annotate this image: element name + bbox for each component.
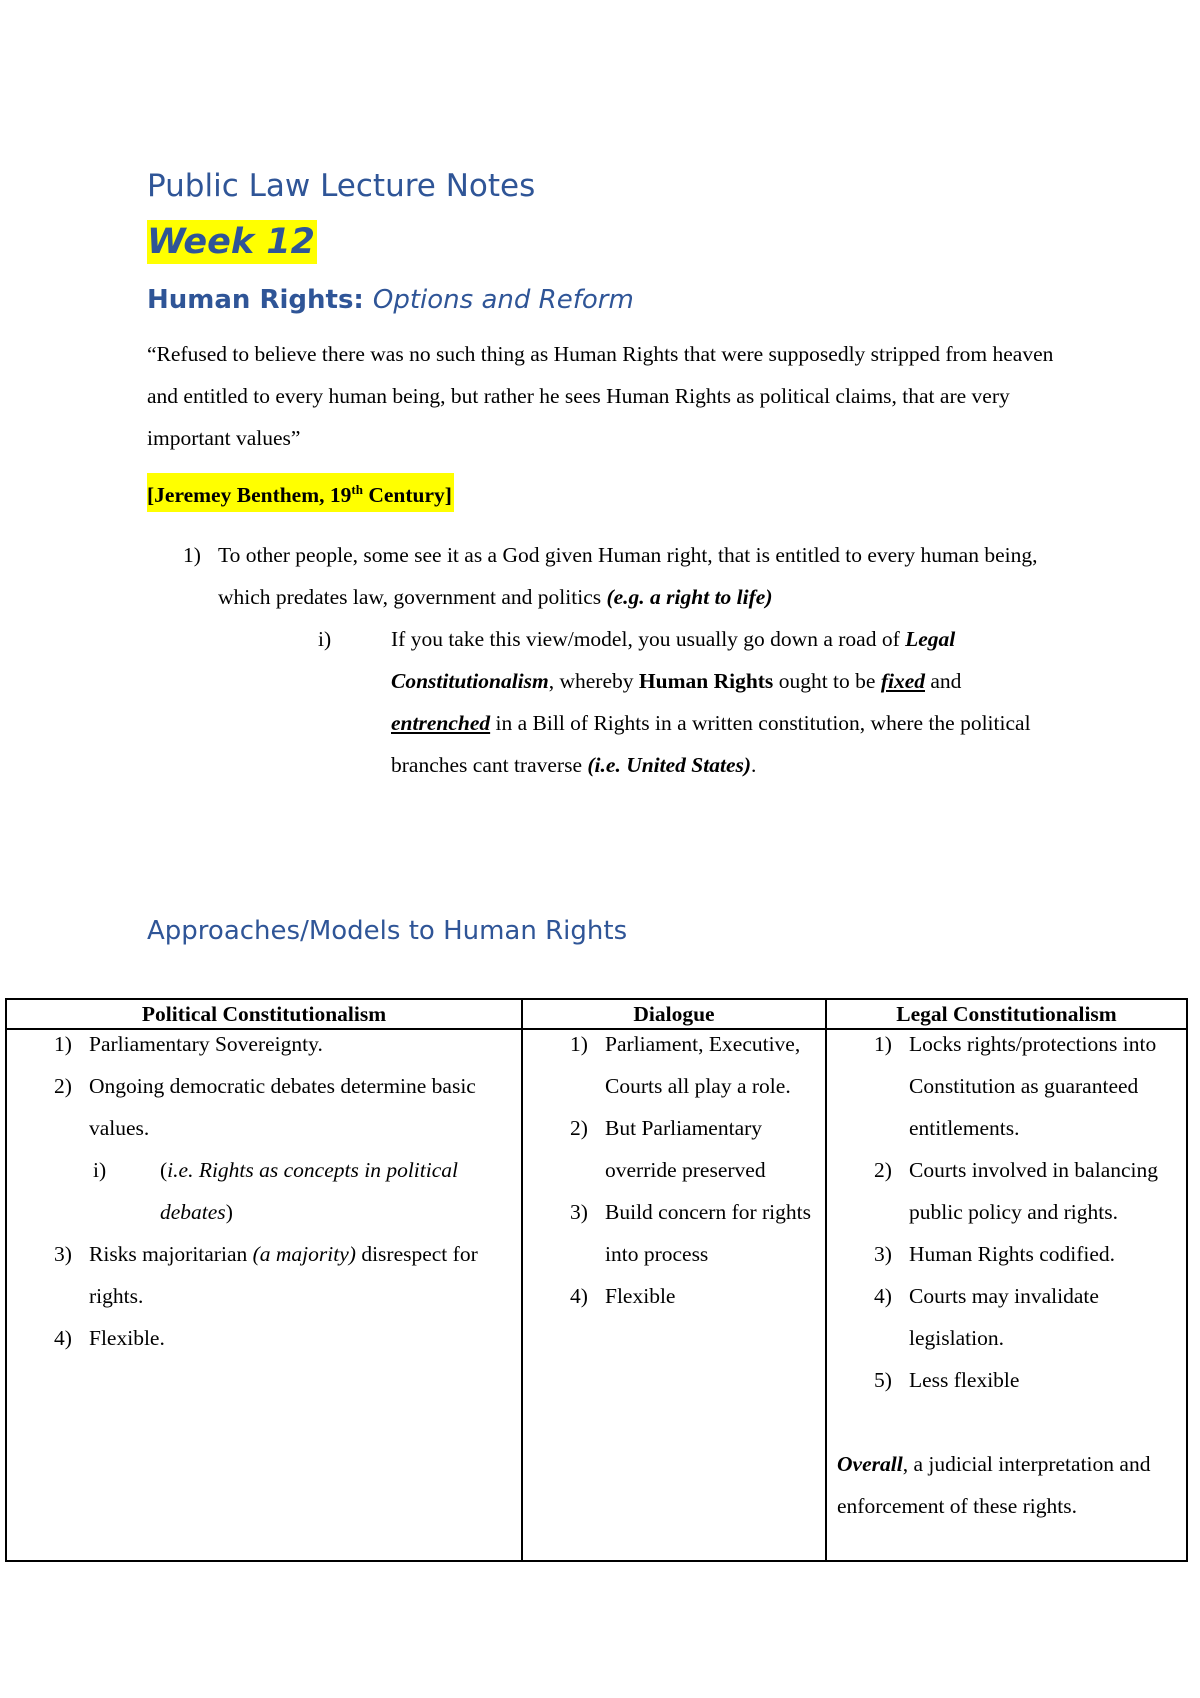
list-item: 1) Parliament, Executive, Courts all play a role.: [570, 1032, 801, 1098]
table-row: [6, 1029, 1187, 1561]
section-heading-human-rights: [147, 285, 634, 315]
example-text: (e.g. a right to life): [606, 585, 773, 609]
list-item-god-given-right: To other people, some see it as a God given Human right, that is entitled to every human being, which predates law, government and politics (e.g. a right to life): [218, 543, 1038, 609]
list-number: 1): [183, 543, 201, 567]
approaches-table: [5, 998, 1188, 1562]
list-item: 5) Less flexible: [874, 1368, 1020, 1392]
list-item: 2) But Parliamentary override preserved: [570, 1116, 766, 1182]
cell-political-constitutionalism: [6, 1029, 522, 1561]
list-item: 1) Locks rights/protections into Constitution as guaranteed entitlements.: [874, 1032, 1157, 1140]
list-item: 2) Ongoing democratic debates determine basic values.: [54, 1074, 476, 1140]
list-item: 4) Flexible: [570, 1284, 676, 1308]
list-item: 3) Risks majoritarian (a majority) disrespect for rights.: [54, 1242, 478, 1308]
sub-list-number: i): [318, 627, 332, 651]
section-heading-approaches: Approaches/Models to Human Rights: [147, 916, 628, 946]
overall-summary: Overall, a judicial interpretation and enforcement of these rights.: [837, 1452, 1151, 1518]
cell-legal-constitutionalism: [826, 1029, 1187, 1561]
list-item: 1) Parliamentary Sovereignty.: [54, 1032, 323, 1056]
header-legal-constitutionalism: Legal Constitutionalism: [826, 999, 1187, 1029]
sub-list-item-legal-constitutionalism: If you take this view/model, you usually go down a road of Legal Constitutionalism, whereby Human Rights ought to be fixed and entrenched in a Bill of Rights in a written constitution, where the political branches cant traverse (i.e. United States).: [391, 627, 1031, 777]
week-heading: Week 12: [147, 222, 316, 262]
header-political-constitutionalism: Political Constitutionalism: [6, 999, 522, 1029]
section-heading-italic: Options and Reform: [372, 285, 634, 315]
document-title: Public Law Lecture Notes: [147, 168, 536, 204]
list-item: 4) Courts may invalidate legislation.: [874, 1284, 1099, 1350]
list-item: i) (i.e. Rights as concepts in political debates): [93, 1158, 458, 1224]
list-item: 3) Build concern for rights into process: [570, 1200, 811, 1266]
list-item: 3) Human Rights codified.: [874, 1242, 1116, 1266]
section-heading-bold: Human Rights:: [147, 285, 364, 315]
quote-paragraph: “Refused to believe there was no such thing as Human Rights that were supposedly stripped from heaven and entitled to every human being, but rather he sees Human Rights as political claims, that are very important values”: [147, 342, 1054, 450]
cell-dialogue: [522, 1029, 826, 1561]
list-item: 4) Flexible.: [54, 1326, 165, 1350]
list-item: 2) Courts involved in balancing public policy and rights.: [874, 1158, 1159, 1224]
quote-attribution: [Jeremey Benthem, 19th Century]: [147, 473, 454, 512]
header-dialogue: Dialogue: [522, 999, 826, 1029]
